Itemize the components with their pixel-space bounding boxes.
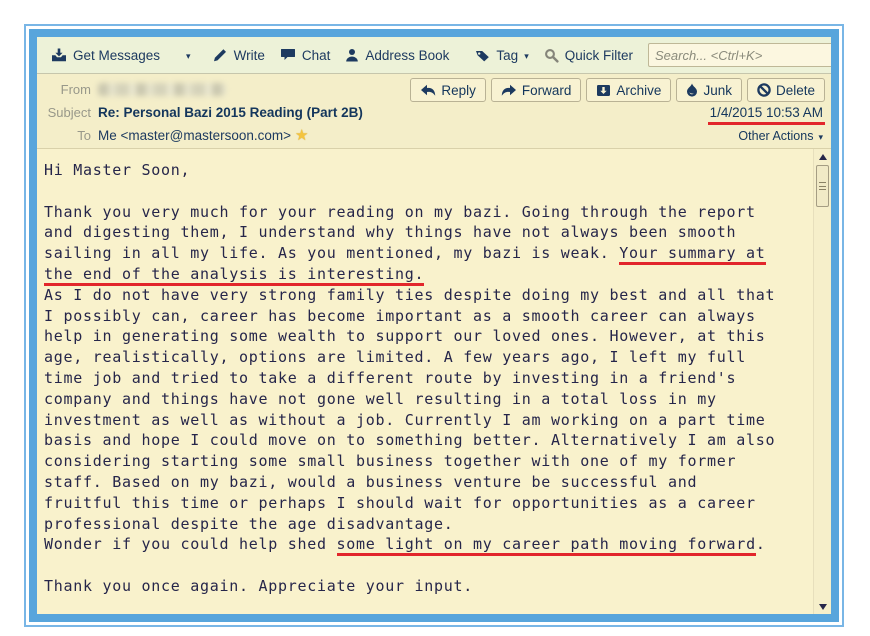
archive-label: Archive bbox=[616, 82, 662, 98]
red-underlined-text: Your summary at bbox=[619, 244, 765, 265]
body-line: sailing in all my life. As you mentioned, my bazi is weak. Your summary at bbox=[44, 243, 811, 264]
body-line: professional despite the age disadvantage. bbox=[44, 514, 454, 533]
body-line: Hi Master Soon, bbox=[44, 161, 191, 179]
delete-button[interactable] bbox=[747, 78, 825, 102]
write-button[interactable] bbox=[209, 45, 269, 66]
chat-label: Chat bbox=[301, 47, 331, 63]
red-underlined-text: some light on my career path moving forward bbox=[337, 535, 756, 556]
body-line: company and things have not gone well resulting in a total loss in my bbox=[44, 389, 717, 408]
archive-box-icon bbox=[596, 84, 611, 97]
body-line: I possibly can, career has become important as a smooth career can always bbox=[44, 306, 756, 325]
other-actions-label: Other Actions bbox=[738, 129, 814, 143]
star-icon[interactable]: ★ bbox=[295, 126, 309, 144]
body-line bbox=[44, 264, 811, 285]
to-label: To bbox=[77, 127, 91, 143]
junk-label: Junk bbox=[703, 82, 732, 98]
address-column bbox=[43, 78, 410, 146]
subject-label: Subject bbox=[47, 104, 91, 120]
chat-button[interactable] bbox=[276, 45, 335, 66]
body-line: help in generating some wealth to support our loved ones. However, at this bbox=[44, 327, 766, 346]
chat-bubble-icon bbox=[280, 48, 296, 62]
quick-filter-label: Quick Filter bbox=[564, 47, 633, 63]
search-icon[interactable] bbox=[831, 48, 839, 63]
body-line: age, realistically, options are limited. A few years ago, I left my full bbox=[44, 348, 747, 367]
email-client-window bbox=[29, 29, 839, 622]
get-messages-button[interactable] bbox=[47, 45, 164, 66]
body-line: and digesting them, I understand why things have not always been smooth bbox=[44, 223, 737, 242]
body-line: considering starting some small business together with one of my former bbox=[44, 452, 737, 471]
to-row bbox=[43, 124, 410, 146]
body-line bbox=[44, 555, 811, 576]
body-line: Wonder if you could help shed some light on my career path moving forward. bbox=[44, 534, 811, 555]
vertical-scrollbar[interactable] bbox=[813, 149, 831, 614]
archive-button[interactable] bbox=[586, 78, 671, 102]
body-line: fruitful this time or perhaps I should wait for opportunities as a career bbox=[44, 493, 756, 512]
chevron-down-icon: ▾ bbox=[186, 50, 191, 61]
red-underlined-text: the end of the analysis is interesting. bbox=[44, 265, 424, 286]
from-label: From bbox=[60, 81, 91, 97]
body-line: investment as well as without a job. Currently I am working on a part time bbox=[44, 410, 766, 429]
body-line: Thank you very much for your reading on my bazi. Going through the report bbox=[44, 202, 756, 221]
main-toolbar bbox=[37, 37, 831, 74]
forward-label: Forward bbox=[521, 82, 572, 98]
search-input[interactable] bbox=[655, 48, 831, 63]
chevron-down-icon: ▾ bbox=[818, 131, 823, 142]
flame-icon bbox=[686, 83, 698, 97]
prohibition-icon bbox=[757, 83, 771, 97]
subject-row bbox=[43, 101, 410, 123]
quick-filter-button[interactable] bbox=[540, 45, 637, 66]
body-line: staff. Based on my bazi, would a business venture be successful and bbox=[44, 472, 698, 491]
message-action-buttons bbox=[410, 78, 825, 102]
from-value-redacted bbox=[98, 83, 226, 96]
body-line: Thank you once again. Appreciate your input. bbox=[44, 576, 474, 595]
address-book-label: Address Book bbox=[365, 47, 450, 63]
body-line: time job and tried to take a different route by investing in a friend's bbox=[44, 368, 737, 387]
write-label: Write bbox=[233, 47, 265, 63]
person-icon bbox=[345, 48, 359, 62]
message-body-area bbox=[37, 149, 831, 614]
reply-label: Reply bbox=[441, 82, 476, 98]
tag-icon bbox=[475, 49, 490, 62]
reply-arrow-icon bbox=[420, 84, 436, 97]
message-body-text bbox=[37, 149, 813, 614]
junk-button[interactable] bbox=[676, 78, 742, 102]
body-line: basis and hope I could move on to something better. Alternatively I am also bbox=[44, 431, 776, 450]
message-header bbox=[37, 74, 831, 149]
window-frame bbox=[24, 24, 844, 627]
message-date: 1/4/2015 10:53 AM bbox=[708, 105, 825, 125]
forward-button[interactable] bbox=[491, 78, 582, 102]
body-line: As I do not have very strong family ties despite doing my best and all that bbox=[44, 285, 776, 304]
reply-button[interactable] bbox=[410, 78, 486, 102]
other-actions-button[interactable] bbox=[738, 129, 825, 143]
from-row bbox=[43, 78, 410, 100]
scroll-up-icon[interactable] bbox=[814, 149, 831, 164]
forward-arrow-icon bbox=[501, 84, 517, 97]
scroll-down-icon[interactable] bbox=[814, 599, 831, 614]
tag-button[interactable] bbox=[471, 45, 532, 66]
get-messages-icon bbox=[51, 48, 67, 62]
scrollbar-thumb[interactable] bbox=[816, 165, 829, 207]
pencil-icon bbox=[213, 48, 228, 62]
delete-label: Delete bbox=[775, 82, 815, 98]
get-messages-dropdown[interactable] bbox=[182, 47, 195, 64]
get-messages-label: Get Messages bbox=[73, 47, 161, 63]
body-line bbox=[44, 181, 811, 202]
to-value: Me <master@mastersoon.com> bbox=[98, 127, 292, 143]
tag-label: Tag bbox=[496, 47, 519, 63]
actions-column bbox=[410, 78, 825, 146]
search-icon bbox=[544, 48, 559, 63]
address-book-button[interactable] bbox=[341, 45, 453, 66]
subject-value: Re: Personal Bazi 2015 Reading (Part 2B) bbox=[98, 104, 363, 120]
chevron-down-icon: ▾ bbox=[524, 50, 529, 61]
global-search-box[interactable] bbox=[648, 43, 839, 67]
